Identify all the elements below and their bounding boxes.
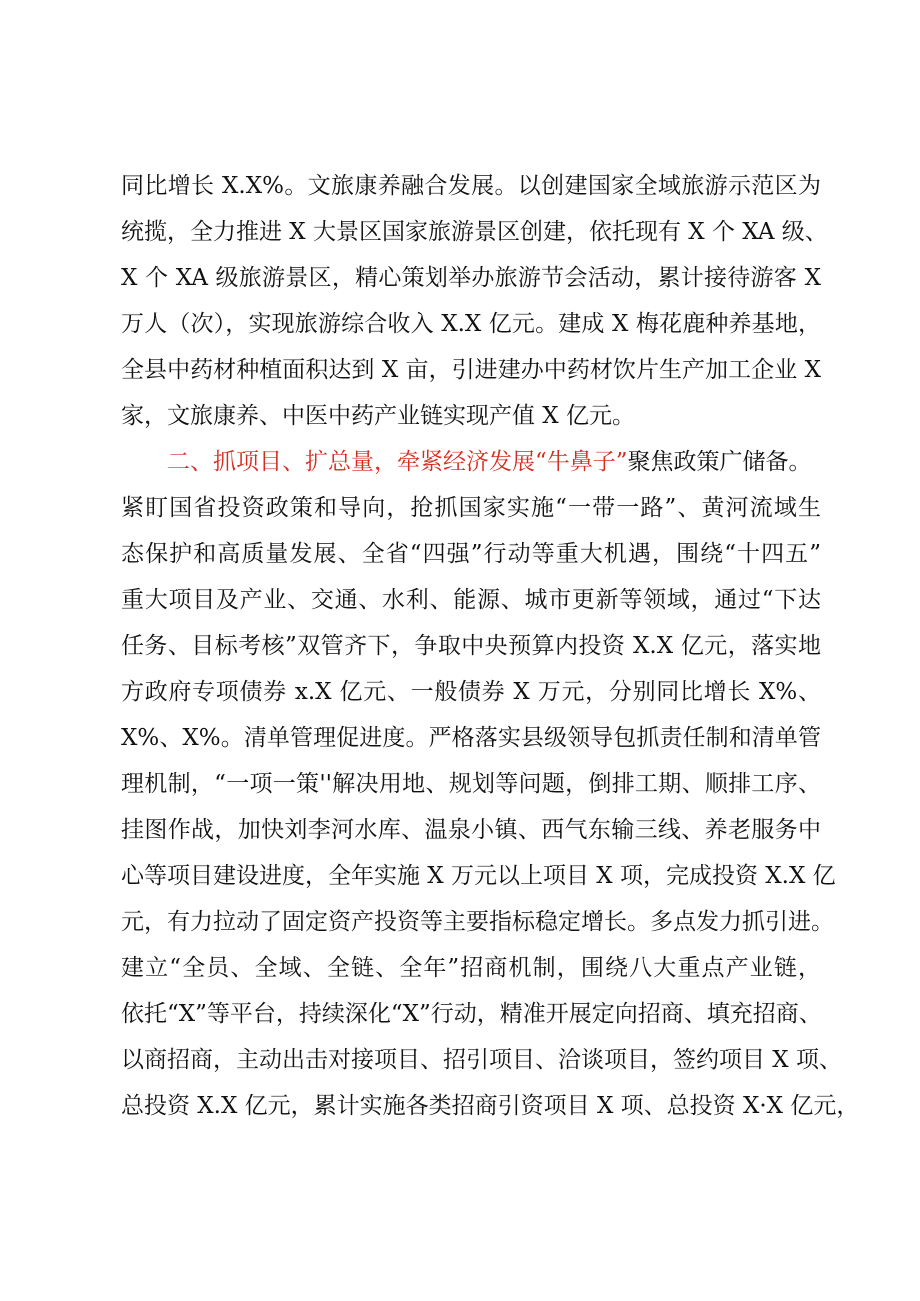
body-text-line: 家，文旅康养、中医中药产业链实现产值 X 亿元。: [121, 403, 635, 429]
body-text-line: X%、X%。清单管理促进度。严格落实县级领导包抓责任制和清单管: [121, 725, 821, 751]
body-text-line: 心等项目建设进度，全年实施 X 万元以上项目 X 项，完成投资 X.X 亿: [121, 863, 836, 889]
body-text-line: 挂图作战，加快刘李河水库、温泉小镇、西气东输三线、养老服务中: [121, 817, 821, 843]
body-text-line: 重大项目及产业、交通、水利、能源、城市更新等领域，通过“下达: [121, 587, 821, 613]
body-text-line: 同比增长 X.X%。文旅康养融合发展。以创建国家全域旅游示范区为: [121, 173, 821, 199]
section-heading-line: [167, 440, 827, 484]
body-text-line: 任务、目标考核”双管齐下，争取中央预算内投资 X.X 亿元，落实地: [121, 633, 821, 659]
body-text-line: 以商招商，主动出击对接项目、招引项目、洽谈项目，签约项目 X 项、: [121, 1047, 842, 1073]
body-text-line: 紧盯国省投资政策和导向，抢抓国家实施“一带一路”、黄河流域生: [121, 495, 821, 521]
body-text-line: 万人（次），实现旅游综合收入 X.X 亿元。建成 X 梅花鹿种养基地，: [121, 311, 821, 337]
body-text-line: X 个 XA 级旅游景区，精心策划举办旅游节会活动，累计接待游客 X: [121, 265, 821, 291]
body-text-line: 依托“X”等平台，持续深化“X”行动，精准开展定向招商、填充招商、: [121, 1001, 822, 1027]
body-text-line: 态保护和高质量发展、全省“四强”行动等重大机遇，围绕“十四五”: [121, 541, 821, 567]
body-text-line: 方政府专项债券 x.X 亿元、一般债券 X 万元，分别同比增长 X%、: [121, 679, 821, 705]
body-text-line: 理机制，“一项一策''解决用地、规划等问题，倒排工期、顺排工序、: [121, 771, 821, 797]
body-text-line: 总投资 X.X 亿元，累计实施各类招商引资项目 X 项、总投资 X·X 亿元，: [121, 1093, 860, 1119]
section-heading: 二、抓项目、扩总量，牵紧经济发展“牛鼻子”: [167, 449, 628, 475]
body-text-line: 全县中药材种植面积达到 X 亩，引进建办中药材饮片生产加工企业 X: [121, 357, 821, 383]
subsection-heading: 聚焦政策广储备。: [627, 449, 812, 475]
body-text-line: 建立“全员、全域、全链、全年”招商机制，围绕八大重点产业链，: [121, 955, 821, 981]
body-text-line: 统揽，全力推进 X 大景区国家旅游景区创建，依托现有 X 个 XA 级、: [121, 219, 828, 245]
body-text-line: 元，有力拉动了固定资产投资等主要指标稳定增长。多点发力抓引进。: [121, 909, 834, 935]
